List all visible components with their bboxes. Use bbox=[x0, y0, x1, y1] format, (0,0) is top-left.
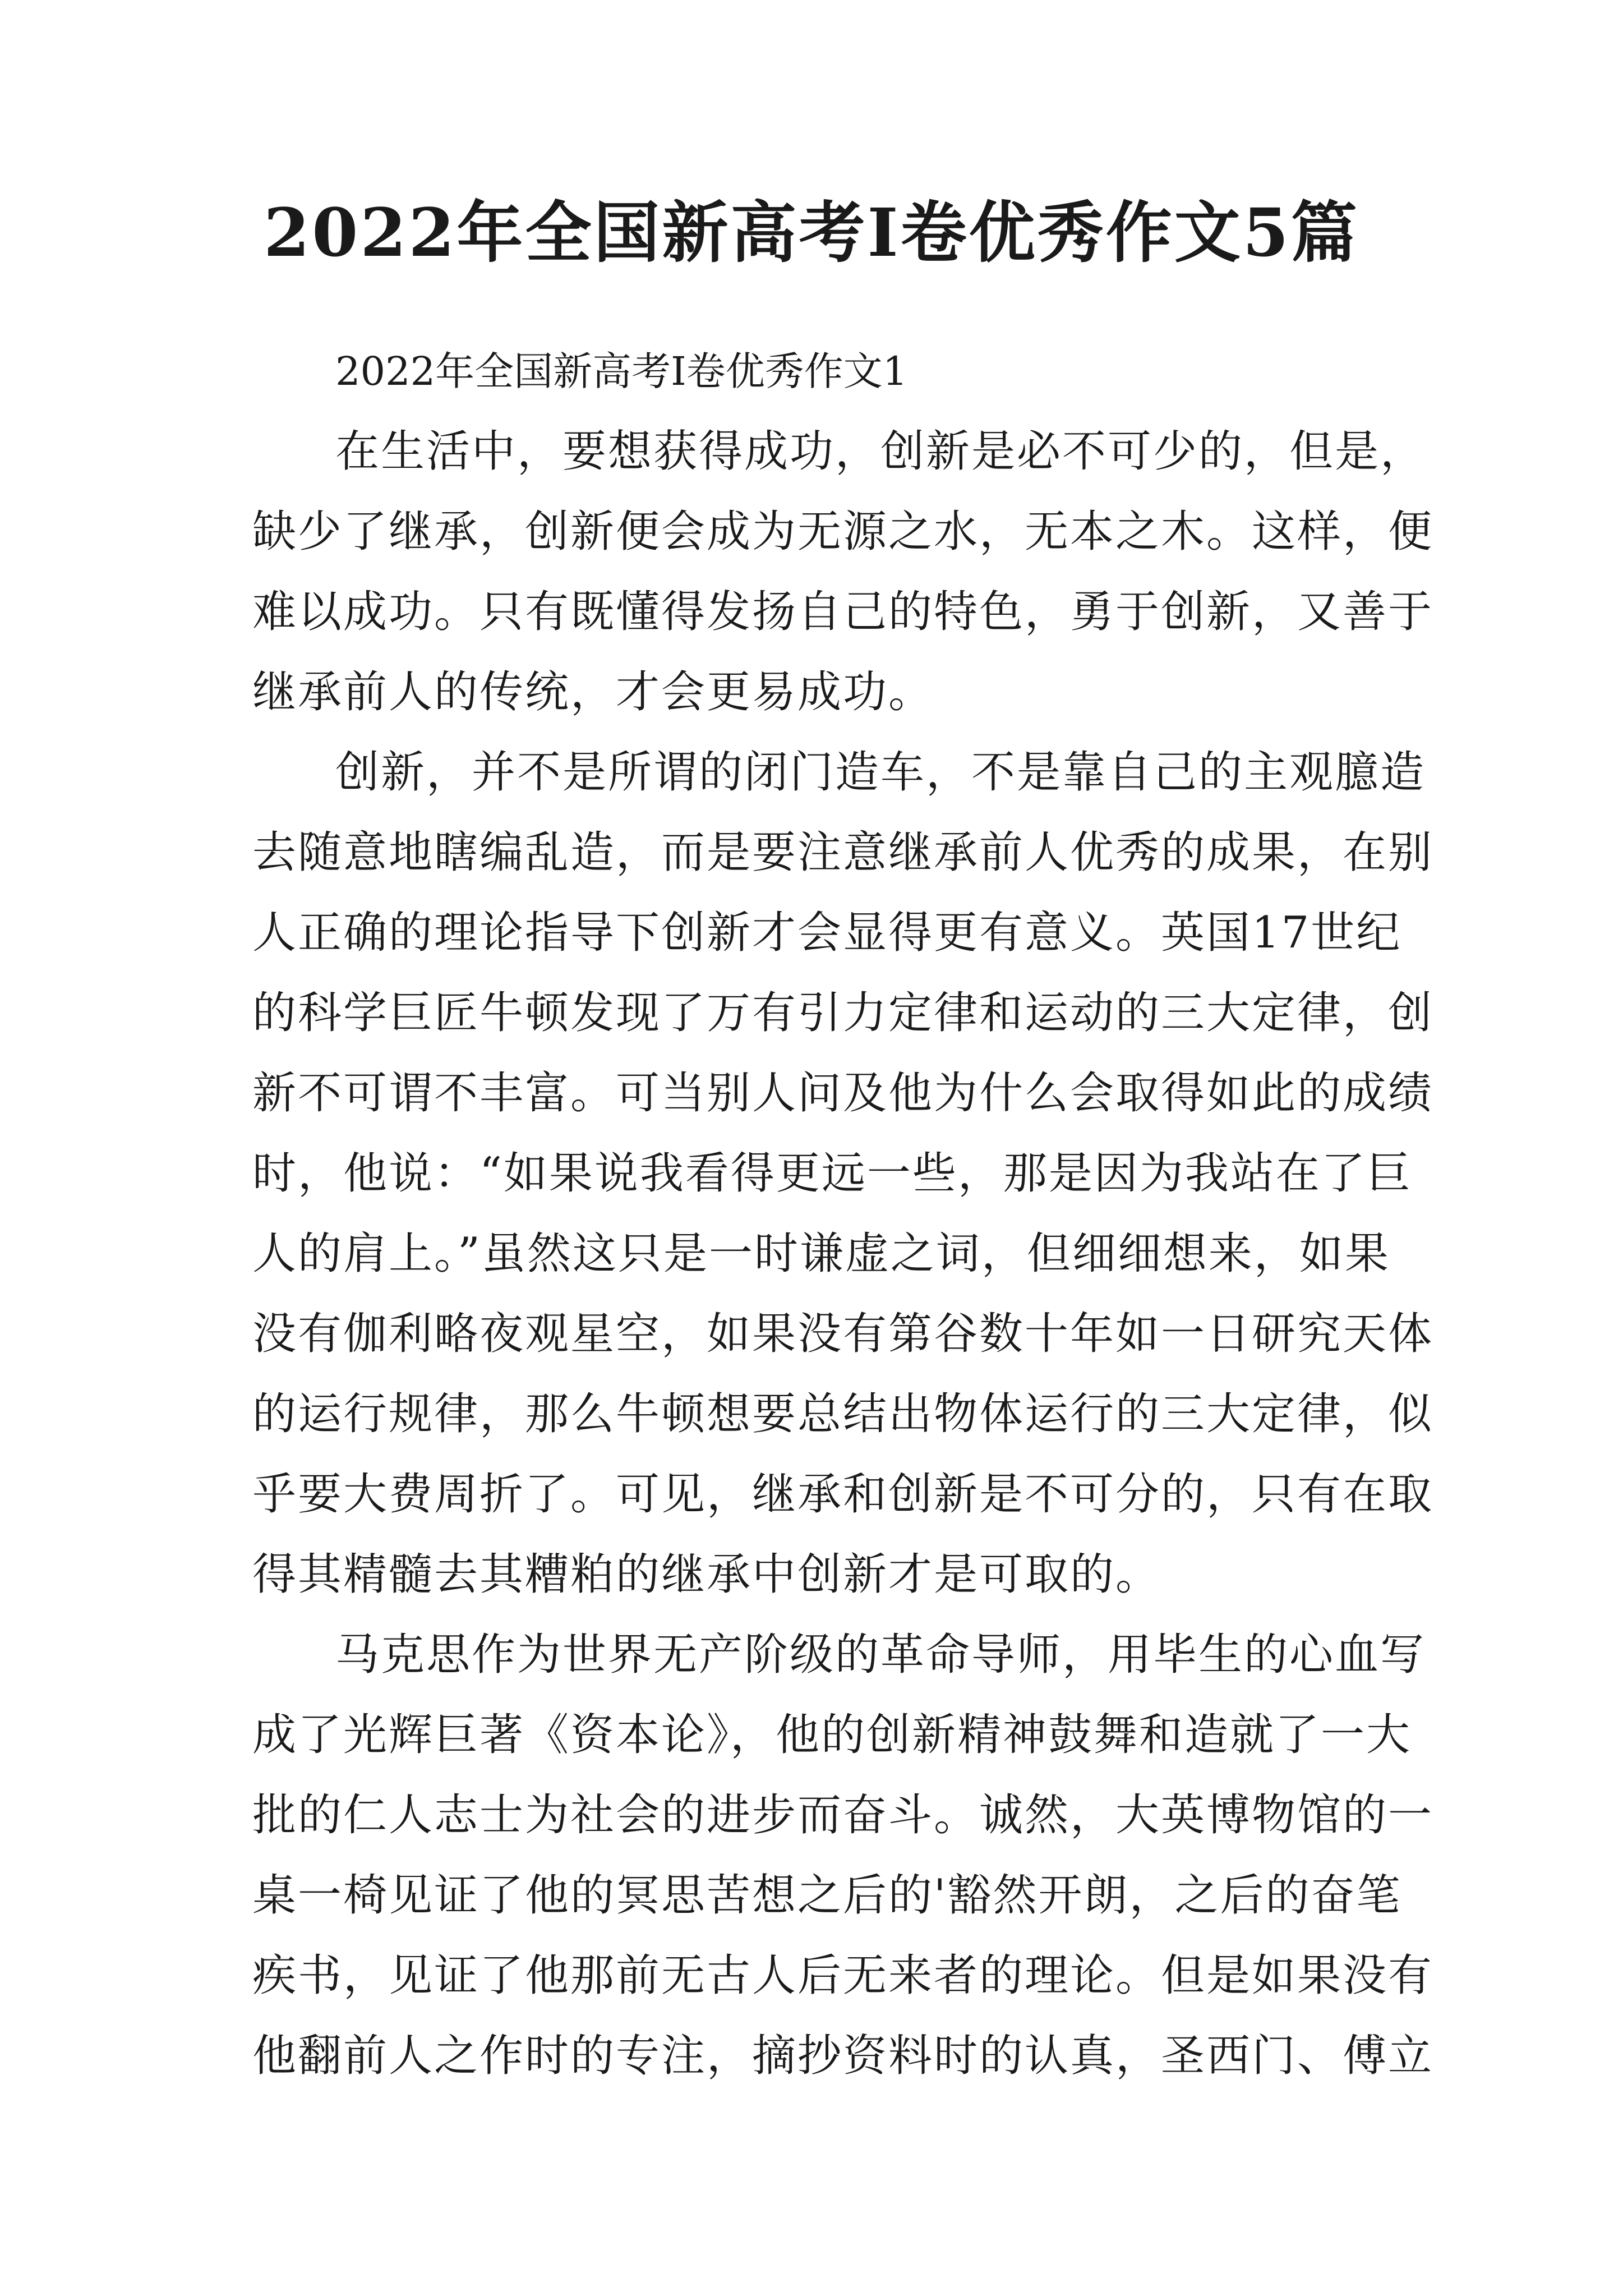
text-line: 的运行规律，那么牛顿想要总结出物体运行的三大定律，似 bbox=[252, 1389, 1434, 1439]
text-line: 乎要大费周折了。可见，继承和创新是不可分的，只有在取 bbox=[252, 1469, 1434, 1520]
document-title: 2022年全国新高考I卷优秀作文5篇 bbox=[264, 194, 1359, 272]
text-line: 的科学巨匠牛顿发现了万有引力定律和运动的三大定律，创 bbox=[252, 988, 1434, 1038]
text-line: 桌一椅见证了他的冥思苦想之后的'豁然开朗，之后的奋笔 bbox=[252, 1870, 1402, 1921]
text-line: 没有伽利略夜观星空，如果没有第谷数十年如一日研究天体 bbox=[252, 1309, 1434, 1359]
text-line: 得其精髓去其糟粕的继承中创新才是可取的。 bbox=[252, 1549, 1161, 1600]
text-line: 难以成功。只有既懂得发扬自己的特色，勇于创新，又善于 bbox=[252, 587, 1434, 637]
text-line: 继承前人的传统，才会更易成功。 bbox=[252, 667, 934, 717]
text-line: 缺少了继承，创新便会成为无源之水，无本之木。这样，便 bbox=[252, 507, 1434, 557]
paragraph-1 bbox=[252, 412, 1434, 733]
text-line: 新不可谓不丰富。可当别人问及他为什么会取得如此的成绩 bbox=[252, 1068, 1434, 1119]
text-line: 在生活中，要想获得成功，创新是必不可少的，但是， bbox=[335, 426, 1426, 477]
text-line: 人的肩上。”虽然这只是一时谦虚之词，但细细想来，如果 bbox=[252, 1228, 1390, 1279]
text-line: 创新，并不是所谓的闭门造车，不是靠自己的主观臆造 bbox=[335, 747, 1426, 798]
paragraph-2 bbox=[252, 733, 1434, 1615]
text-line: 时，他说：“如果说我看得更远一些，那是因为我站在了巨 bbox=[252, 1148, 1412, 1199]
text-line: 批的仁人志士为社会的进步而奋斗。诚然，大英博物馆的一 bbox=[252, 1790, 1434, 1841]
text-line: 去随意地瞎编乱造，而是要注意继承前人优秀的成果，在别 bbox=[252, 827, 1434, 878]
text-line: 成了光辉巨著《资本论》，他的创新精神鼓舞和造就了一大 bbox=[252, 1710, 1412, 1760]
text-line: 人正确的理论指导下创新才会显得更有意义。英国17世纪 bbox=[252, 908, 1402, 958]
paragraph-3 bbox=[252, 1615, 1434, 2096]
document-body bbox=[252, 331, 1434, 2096]
text-line: 疾书，见证了他那前无古人后无来者的理论。但是如果没有 bbox=[252, 1950, 1434, 2001]
text-line: 他翻前人之作时的专注，摘抄资料时的认真，圣西门、傅立 bbox=[252, 2031, 1434, 2081]
essay-subtitle: 2022年全国新高考I卷优秀作文1 bbox=[335, 348, 908, 394]
text-line: 马克思作为世界无产阶级的革命导师，用毕生的心血写 bbox=[335, 1630, 1426, 1680]
